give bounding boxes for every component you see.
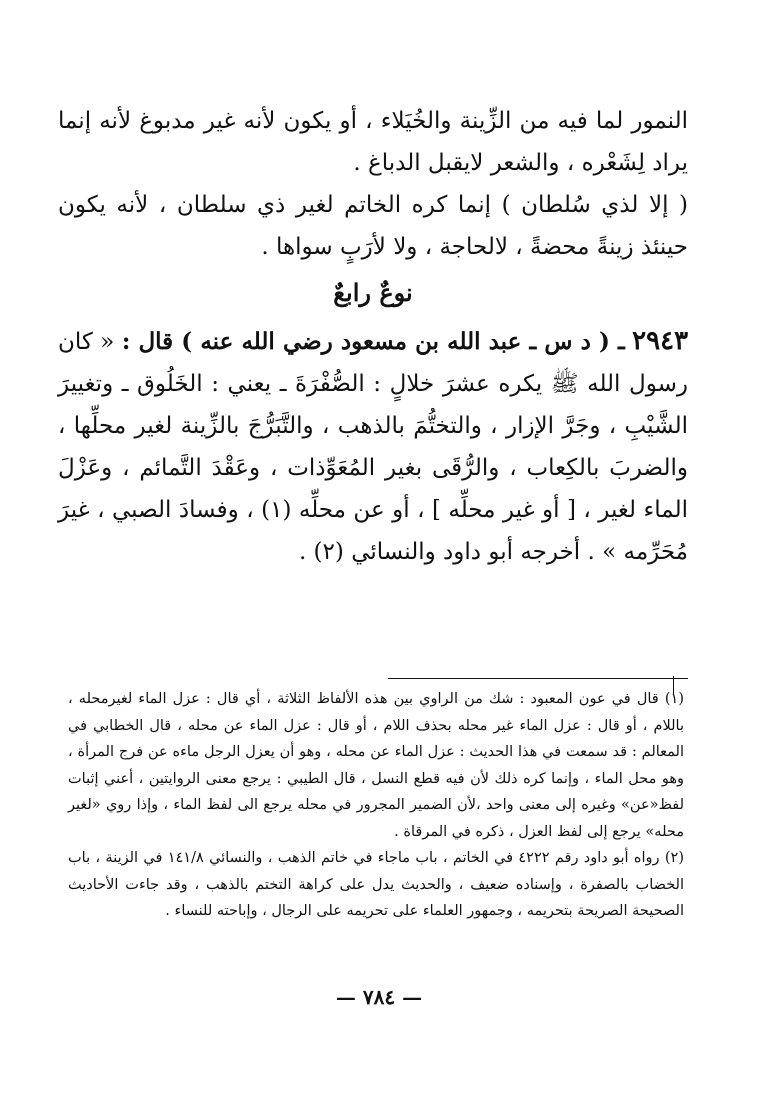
main-text: [58, 100, 688, 573]
footnote-1: (١) قال في عون المعبود : شك من الراوي بين هذه الألفاظ الثلاثة ، أي قال : عزل الماء لغيرمحله ، باللام ، أو قال : عزل الماء غير محله بحذف اللام ، أو قال : عزل الماء عن محله ، قال الخطابي في المعالم : قد سمعت في هذا الحديث : عزل الماء عن محله ، وهو أن يعزل الرجل ماءه عن فرج المرأة ، وهو محل الماء ، وإنما كره ذلك لأن فيه قطع النسل ، قال الطيبي : يرجع معنى الروايتين ، أعني إثبات لفظ«عن» وغيره إلى معنى واحد ،لأن الضمير المجرور في محله يرجع الى لفظ الماء ، وإذا روي «لغير محله» يرجع إلى لفظ العزل ، ذكره في المرقاة .: [68, 691, 684, 840]
footnote-2: (٢) رواه أبو داود رقم ٤٢٢٢ في الخاتم ، باب ماجاء في خاتم الذهب ، والنسائي ١٤١/٨ في الزينة ، باب الخضاب بالصفرة ، وإسناده ضعيف ، والحديث يدل على كراهة التختم بالذهب ، وقد جاءت الأحاديث الصحيحة الصريحة بتحريمه ، وجمهور العلماء على تحريمه على الرجال ، وإباحته للنساء .: [68, 850, 684, 919]
hadith-source: ـ ( د س ـ عبد الله بن مسعود رضي الله عنه ) قال :: [121, 328, 625, 355]
page-number: — ٧٨٤ —: [335, 985, 423, 1009]
paragraph-commentary-1: النمور لما فيه من الزِّينة والخُيَلاء ، أو يكون لأنه غير مدبوغ لأنه إنما يراد لِشَعْره ، والشعر لايقبل الدباغ .: [58, 108, 688, 176]
paragraph-commentary-2: ( إلا لذي سُلطان ) إنما كره الخاتم لغير ذي سلطان ، لأنه يكون حينئذ زينةً محضةً ، لالحاجة ، ولا لأرَبٍ سواها .: [58, 192, 688, 260]
hadith-text: « كان رسول الله ﷺ يكره عشرَ خلالٍ : الصُّفْرَةَ ـ يعني : الخَلُوق ـ وتغييرَ الشَّيْبِ ، وجَرَّ الإزار ، والتختُّمَ بالذهب ، والتَّبَرُّجَ بالزِّينة لغير محلِّها ، والضربَ بالكِعاب ، والرُّقَى بغير المُعَوِّذات ، وعَقْدَ التَّمائم ، وعَزْلَ الماء لغير ، [ أو غير محلِّه ] ، أو عن محلِّه (١) ، وفسادَ الصبي ، غيرَ مُحَرِّمه » . أخرجه أبو داود والنسائي (٢) .: [58, 329, 689, 565]
hadith-number: ٢٩٤٣: [632, 326, 689, 356]
footnote-separator: [388, 678, 688, 679]
hadith-paragraph: [58, 320, 688, 573]
footnotes: [68, 686, 684, 925]
section-heading: نوعٌ رابعٌ: [333, 278, 413, 307]
